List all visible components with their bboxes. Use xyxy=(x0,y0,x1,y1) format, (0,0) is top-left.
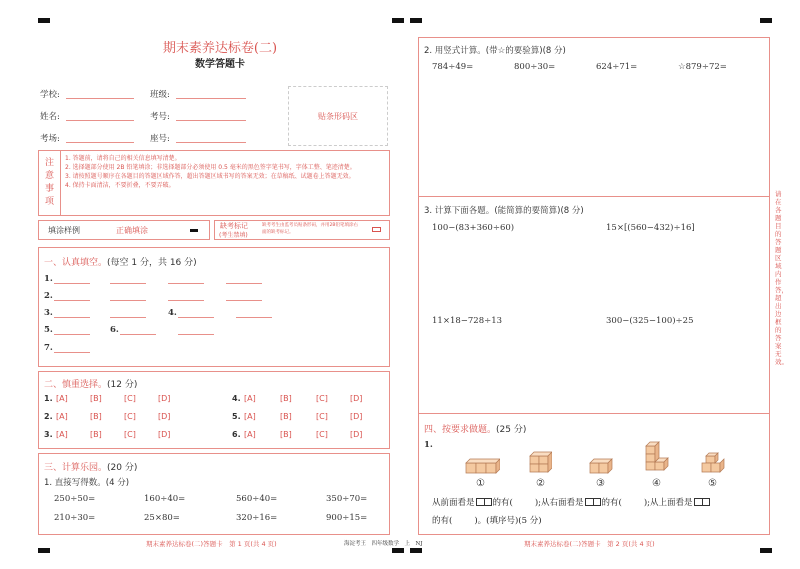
blank-num-2: 2. xyxy=(44,291,53,301)
section3-title: 三、计算乐园。(20 分) xyxy=(44,463,138,473)
class-field[interactable] xyxy=(176,98,246,99)
barcode-area-label: 贴条形码区 xyxy=(318,111,358,121)
section3-q1: 1. 直接写得数。(4 分) xyxy=(44,478,130,488)
calc-item: 560÷40= xyxy=(236,494,278,504)
notice-char: 项 xyxy=(44,197,54,207)
option-c[interactable]: [C] xyxy=(124,412,136,421)
mixed-calc-item: 11×18−728÷13 xyxy=(432,316,503,326)
option-d[interactable]: [D] xyxy=(350,430,363,439)
registration-mark xyxy=(760,18,772,23)
section2-title: 二、慎重选择。(12 分) xyxy=(44,380,138,390)
filled-mark-sample xyxy=(190,229,198,232)
option-a[interactable]: [A] xyxy=(56,430,68,439)
figure-label: ② xyxy=(536,478,545,489)
cube-figure-4 xyxy=(644,440,670,472)
option-c[interactable]: [C] xyxy=(316,394,328,403)
page-subtitle: 数学答题卡 xyxy=(195,59,245,70)
registration-mark xyxy=(410,548,422,553)
mixed-calc-item: 15×[(560−432)÷16] xyxy=(606,223,695,233)
blank-num-6: 6. xyxy=(110,325,119,335)
mixed-calc-item: 300−(325−100)÷25 xyxy=(606,316,694,326)
school-field[interactable] xyxy=(66,98,134,99)
choice-num: 5. xyxy=(232,412,241,421)
absent-note: 缺考考生由监考员贴条形码，并用2B铅笔填涂右面的缺考标记。 xyxy=(262,223,358,235)
option-b[interactable]: [B] xyxy=(90,412,102,421)
view-question-line-1: 从前面看是 的有( );从右面看是 的有( );从上面看是 xyxy=(432,496,711,508)
blank-field[interactable] xyxy=(110,300,146,301)
cube-figure-5 xyxy=(700,452,726,474)
blank-num-4: 4. xyxy=(168,308,177,318)
calc-item: 160÷40= xyxy=(144,494,186,504)
choice-num: 1. xyxy=(44,394,53,403)
notice-char: 事 xyxy=(44,184,54,194)
exam-room-label: 考场: xyxy=(40,134,60,144)
vertical-calc-item: 784÷49= xyxy=(432,62,474,72)
q2-title: 2. 用竖式计算。(带☆的要验算)(8 分) xyxy=(424,46,566,56)
registration-mark xyxy=(760,548,772,553)
divider xyxy=(418,196,770,197)
figure-label: ⑤ xyxy=(708,478,717,489)
option-a[interactable]: [A] xyxy=(244,394,256,403)
cube-figure-1 xyxy=(464,456,500,474)
footer-middle: 海淀考王 四年级数学 上 NJ xyxy=(344,541,423,547)
option-b[interactable]: [B] xyxy=(280,430,292,439)
fill-example-correct: 正确填涂 xyxy=(116,226,148,235)
blank-field[interactable] xyxy=(226,283,262,284)
registration-mark xyxy=(38,18,50,23)
blank-field[interactable] xyxy=(54,352,90,353)
option-a[interactable]: [A] xyxy=(56,394,68,403)
option-a[interactable]: [A] xyxy=(244,412,256,421)
option-d[interactable]: [D] xyxy=(350,412,363,421)
seat-field[interactable] xyxy=(176,142,246,143)
notice-item: 1. 答题前，请将自己的相关信息填写清楚。 xyxy=(65,155,181,162)
registration-mark xyxy=(392,18,404,23)
vertical-calc-item: 624÷71= xyxy=(596,62,638,72)
cube-figure-3 xyxy=(588,456,614,474)
section4-q-num: 1. xyxy=(424,440,433,450)
option-b[interactable]: [B] xyxy=(280,394,292,403)
calc-item: 210÷30= xyxy=(54,513,96,523)
side-note: 请在各题目的答题区域内作答，超出边框的答案无效。 xyxy=(775,190,788,366)
option-c[interactable]: [C] xyxy=(124,394,136,403)
option-d[interactable]: [D] xyxy=(158,394,171,403)
notice-char: 意 xyxy=(44,171,54,181)
class-label: 班级: xyxy=(150,90,170,100)
square-pair-icon xyxy=(585,498,601,506)
exam-number-label: 考号: xyxy=(150,112,170,122)
blank-field[interactable] xyxy=(178,317,214,318)
name-label: 姓名: xyxy=(40,112,60,122)
notice-item: 4. 保持卡面清洁，不要折叠，不要弄破。 xyxy=(65,182,175,189)
absent-label: 缺考标记 xyxy=(220,222,248,230)
absent-checkbox[interactable] xyxy=(372,227,381,232)
choice-num: 3. xyxy=(44,430,53,439)
blank-num-3: 3. xyxy=(44,308,53,318)
option-a[interactable]: [A] xyxy=(56,412,68,421)
vertical-calc-item: 800÷30= xyxy=(514,62,556,72)
option-c[interactable]: [C] xyxy=(316,430,328,439)
option-b[interactable]: [B] xyxy=(280,412,292,421)
notice-label xyxy=(39,151,61,215)
vertical-calc-item: ☆879÷72= xyxy=(678,62,727,72)
blank-field[interactable] xyxy=(110,317,146,318)
exam-room-field[interactable] xyxy=(66,142,134,143)
blank-field[interactable] xyxy=(54,317,90,318)
option-d[interactable]: [D] xyxy=(158,412,171,421)
choice-num: 2. xyxy=(44,412,53,421)
school-label: 学校: xyxy=(40,90,60,100)
notice-box xyxy=(38,150,390,216)
registration-mark xyxy=(410,18,422,23)
name-field[interactable] xyxy=(66,120,134,121)
blank-num-5: 5. xyxy=(44,325,53,335)
footer-left: 期末素养达标卷(二)答题卡 第 1 页(共 4 页) xyxy=(146,540,277,548)
option-c[interactable]: [C] xyxy=(316,412,328,421)
figure-label: ③ xyxy=(596,478,605,489)
figure-label: ① xyxy=(476,478,485,489)
blank-field[interactable] xyxy=(168,300,204,301)
seat-label: 座号: xyxy=(150,134,170,144)
notice-item: 3. 请按照题号顺序在各题目的答题区域作答，超出答题区域书写的答案无效；在草稿纸、试题卷上答题无效。 xyxy=(65,173,355,180)
section1-title: 一、认真填空。(每空 1 分，共 16 分) xyxy=(44,258,197,268)
option-b[interactable]: [B] xyxy=(90,430,102,439)
calc-item: 25×80= xyxy=(144,513,180,523)
blank-field[interactable] xyxy=(236,317,272,318)
choice-num: 6. xyxy=(232,430,241,439)
blank-field[interactable] xyxy=(54,334,90,335)
q3-title: 3. 计算下面各题。(能简算的要简算)(8 分) xyxy=(424,206,584,216)
footer-right: 期末素养达标卷(二)答题卡 第 2 页(共 4 页) xyxy=(524,540,655,548)
section4-title: 四、按要求做题。(25 分) xyxy=(424,425,527,435)
option-d[interactable]: [D] xyxy=(350,394,363,403)
exam-number-field[interactable] xyxy=(176,120,246,121)
notice-char: 注 xyxy=(44,158,54,168)
blank-field[interactable] xyxy=(120,334,156,335)
fill-example-label: 填涂样例 xyxy=(48,226,80,235)
blank-num-1: 1. xyxy=(44,274,53,284)
absent-sublabel: (考生禁填) xyxy=(219,232,248,239)
blank-num-7: 7. xyxy=(44,343,53,353)
divider xyxy=(418,413,770,414)
page-title: 期末素养达标卷(二) xyxy=(162,41,278,56)
view-question-line-2: 的有( )。(填序号)(5 分) xyxy=(432,516,542,526)
cube-figure-2 xyxy=(528,450,552,474)
option-b[interactable]: [B] xyxy=(90,394,102,403)
blank-field[interactable] xyxy=(168,283,204,284)
square-pair-icon xyxy=(476,498,492,506)
calc-item: 320÷16= xyxy=(236,513,278,523)
blank-field[interactable] xyxy=(54,283,90,284)
square-pair-icon xyxy=(694,498,710,506)
choice-num: 4. xyxy=(232,394,241,403)
registration-mark xyxy=(392,548,404,553)
blank-field[interactable] xyxy=(226,300,262,301)
registration-mark xyxy=(38,548,50,553)
option-c[interactable]: [C] xyxy=(124,430,136,439)
calc-item: 900÷15= xyxy=(326,513,368,523)
barcode-area xyxy=(288,86,388,146)
blank-field[interactable] xyxy=(54,300,90,301)
mixed-calc-item: 100−(83+360÷60) xyxy=(432,223,515,233)
notice-item: 2. 选择题部分使用 2B 铅笔填涂；非选择题部分必须使用 0.5 毫米的黑色签字笔书写，字体工整、笔迹清楚。 xyxy=(65,164,356,171)
calc-item: 350÷70= xyxy=(326,494,368,504)
option-d[interactable]: [D] xyxy=(158,430,171,439)
calc-item: 250÷50= xyxy=(54,494,96,504)
figure-label: ④ xyxy=(652,478,661,489)
option-a[interactable]: [A] xyxy=(244,430,256,439)
blank-field[interactable] xyxy=(178,334,214,335)
blank-field[interactable] xyxy=(110,283,146,284)
